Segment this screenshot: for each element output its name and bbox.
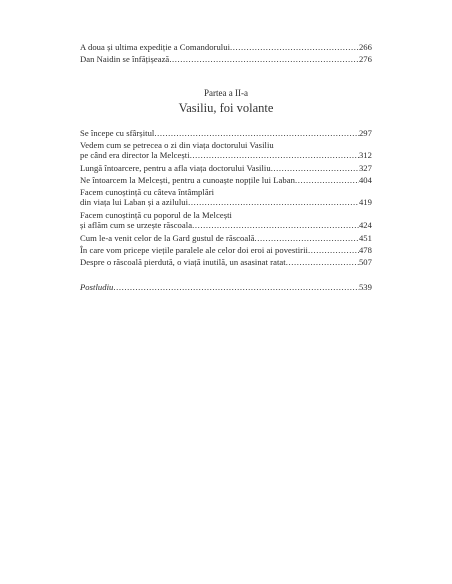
- toc-entry-page: 419: [358, 197, 372, 207]
- toc-entry: [80, 210, 372, 230]
- toc-entry: [80, 245, 372, 255]
- toc-entry: [80, 54, 372, 64]
- toc-leader-dots: [113, 282, 359, 292]
- toc-entry-page: 478: [358, 245, 372, 255]
- toc-entry-page: 276: [358, 54, 372, 64]
- toc-leader-dots: [230, 42, 359, 52]
- toc-entry-title: Despre o răscoală pierdută, o viață inutilă, un asasinat ratat: [80, 257, 286, 267]
- toc-entry: [80, 257, 372, 267]
- toc-entry-title: Postludiu: [80, 282, 114, 292]
- toc-entry: [80, 128, 372, 138]
- toc-entry: [80, 163, 372, 173]
- toc-entry-postlude: [80, 282, 372, 292]
- toc-entry-title: Cum le-a venit celor de la Gard gustul de răscoală: [80, 233, 255, 243]
- toc-entry-title-line: Facem cunoștință cu poporul de la Melcești: [80, 210, 232, 220]
- toc-entry-page: 451: [358, 233, 372, 243]
- toc-entry: [80, 233, 372, 243]
- toc-leader-dots: [271, 163, 359, 173]
- table-of-contents-page: [80, 0, 372, 584]
- toc-entry-title: pe când era director la Melcești: [80, 150, 190, 160]
- toc-entry-page: 266: [358, 42, 372, 52]
- toc-leader-dots: [169, 54, 359, 64]
- toc-entry-page: 404: [358, 175, 372, 185]
- toc-entry-title: Se începe cu sfârșitul: [80, 128, 155, 138]
- toc-leader-dots: [192, 220, 359, 230]
- toc-entry-title: În care vom pricepe viețile paralele ale celor doi eroi ai povestirii: [80, 245, 308, 255]
- toc-entry-title: Lungă întoarcere, pentru a afla viața doctorului Vasiliu: [80, 163, 271, 173]
- toc-leader-dots: [190, 150, 359, 160]
- toc-entry-page: 424: [358, 220, 372, 230]
- toc-entry-page: 539: [358, 282, 372, 292]
- toc-entry-title: și aflăm cum se urzește răscoala: [80, 220, 193, 230]
- toc-entry-page: 312: [358, 150, 372, 160]
- toc-entry-page: 507: [358, 257, 372, 267]
- toc-entry-title-line: Facem cunoștință cu câteva întâmplări: [80, 187, 215, 197]
- toc-entry-title: din viața lui Laban și a azilului: [80, 197, 189, 207]
- toc-leader-dots: [295, 175, 359, 185]
- toc-leader-dots: [154, 128, 359, 138]
- toc-entry-page: 297: [358, 128, 372, 138]
- part-heading: Partea a II-a: [204, 88, 248, 98]
- toc-leader-dots: [308, 245, 359, 255]
- toc-entry: [80, 175, 372, 185]
- toc-leader-dots: [255, 233, 359, 243]
- toc-entry-title-line: Vedem cum se petrecea o zi din viața doctorului Vasiliu: [80, 140, 274, 150]
- toc-entry-title: A doua și ultima expediție a Comandorului: [80, 42, 231, 52]
- toc-entry-title: Ne întoarcem la Melcești, pentru a cunoaște nopțile lui Laban: [80, 175, 295, 185]
- part-title: Vasiliu, foi volante: [178, 101, 274, 115]
- toc-entry-page: 327: [358, 163, 372, 173]
- toc-leader-dots: [188, 197, 359, 207]
- toc-entry: [80, 187, 372, 207]
- toc-entry: [80, 140, 372, 160]
- toc-entry: [80, 42, 372, 52]
- toc-entry-title: Dan Naidin se înfățișează: [80, 54, 170, 64]
- toc-leader-dots: [286, 257, 359, 267]
